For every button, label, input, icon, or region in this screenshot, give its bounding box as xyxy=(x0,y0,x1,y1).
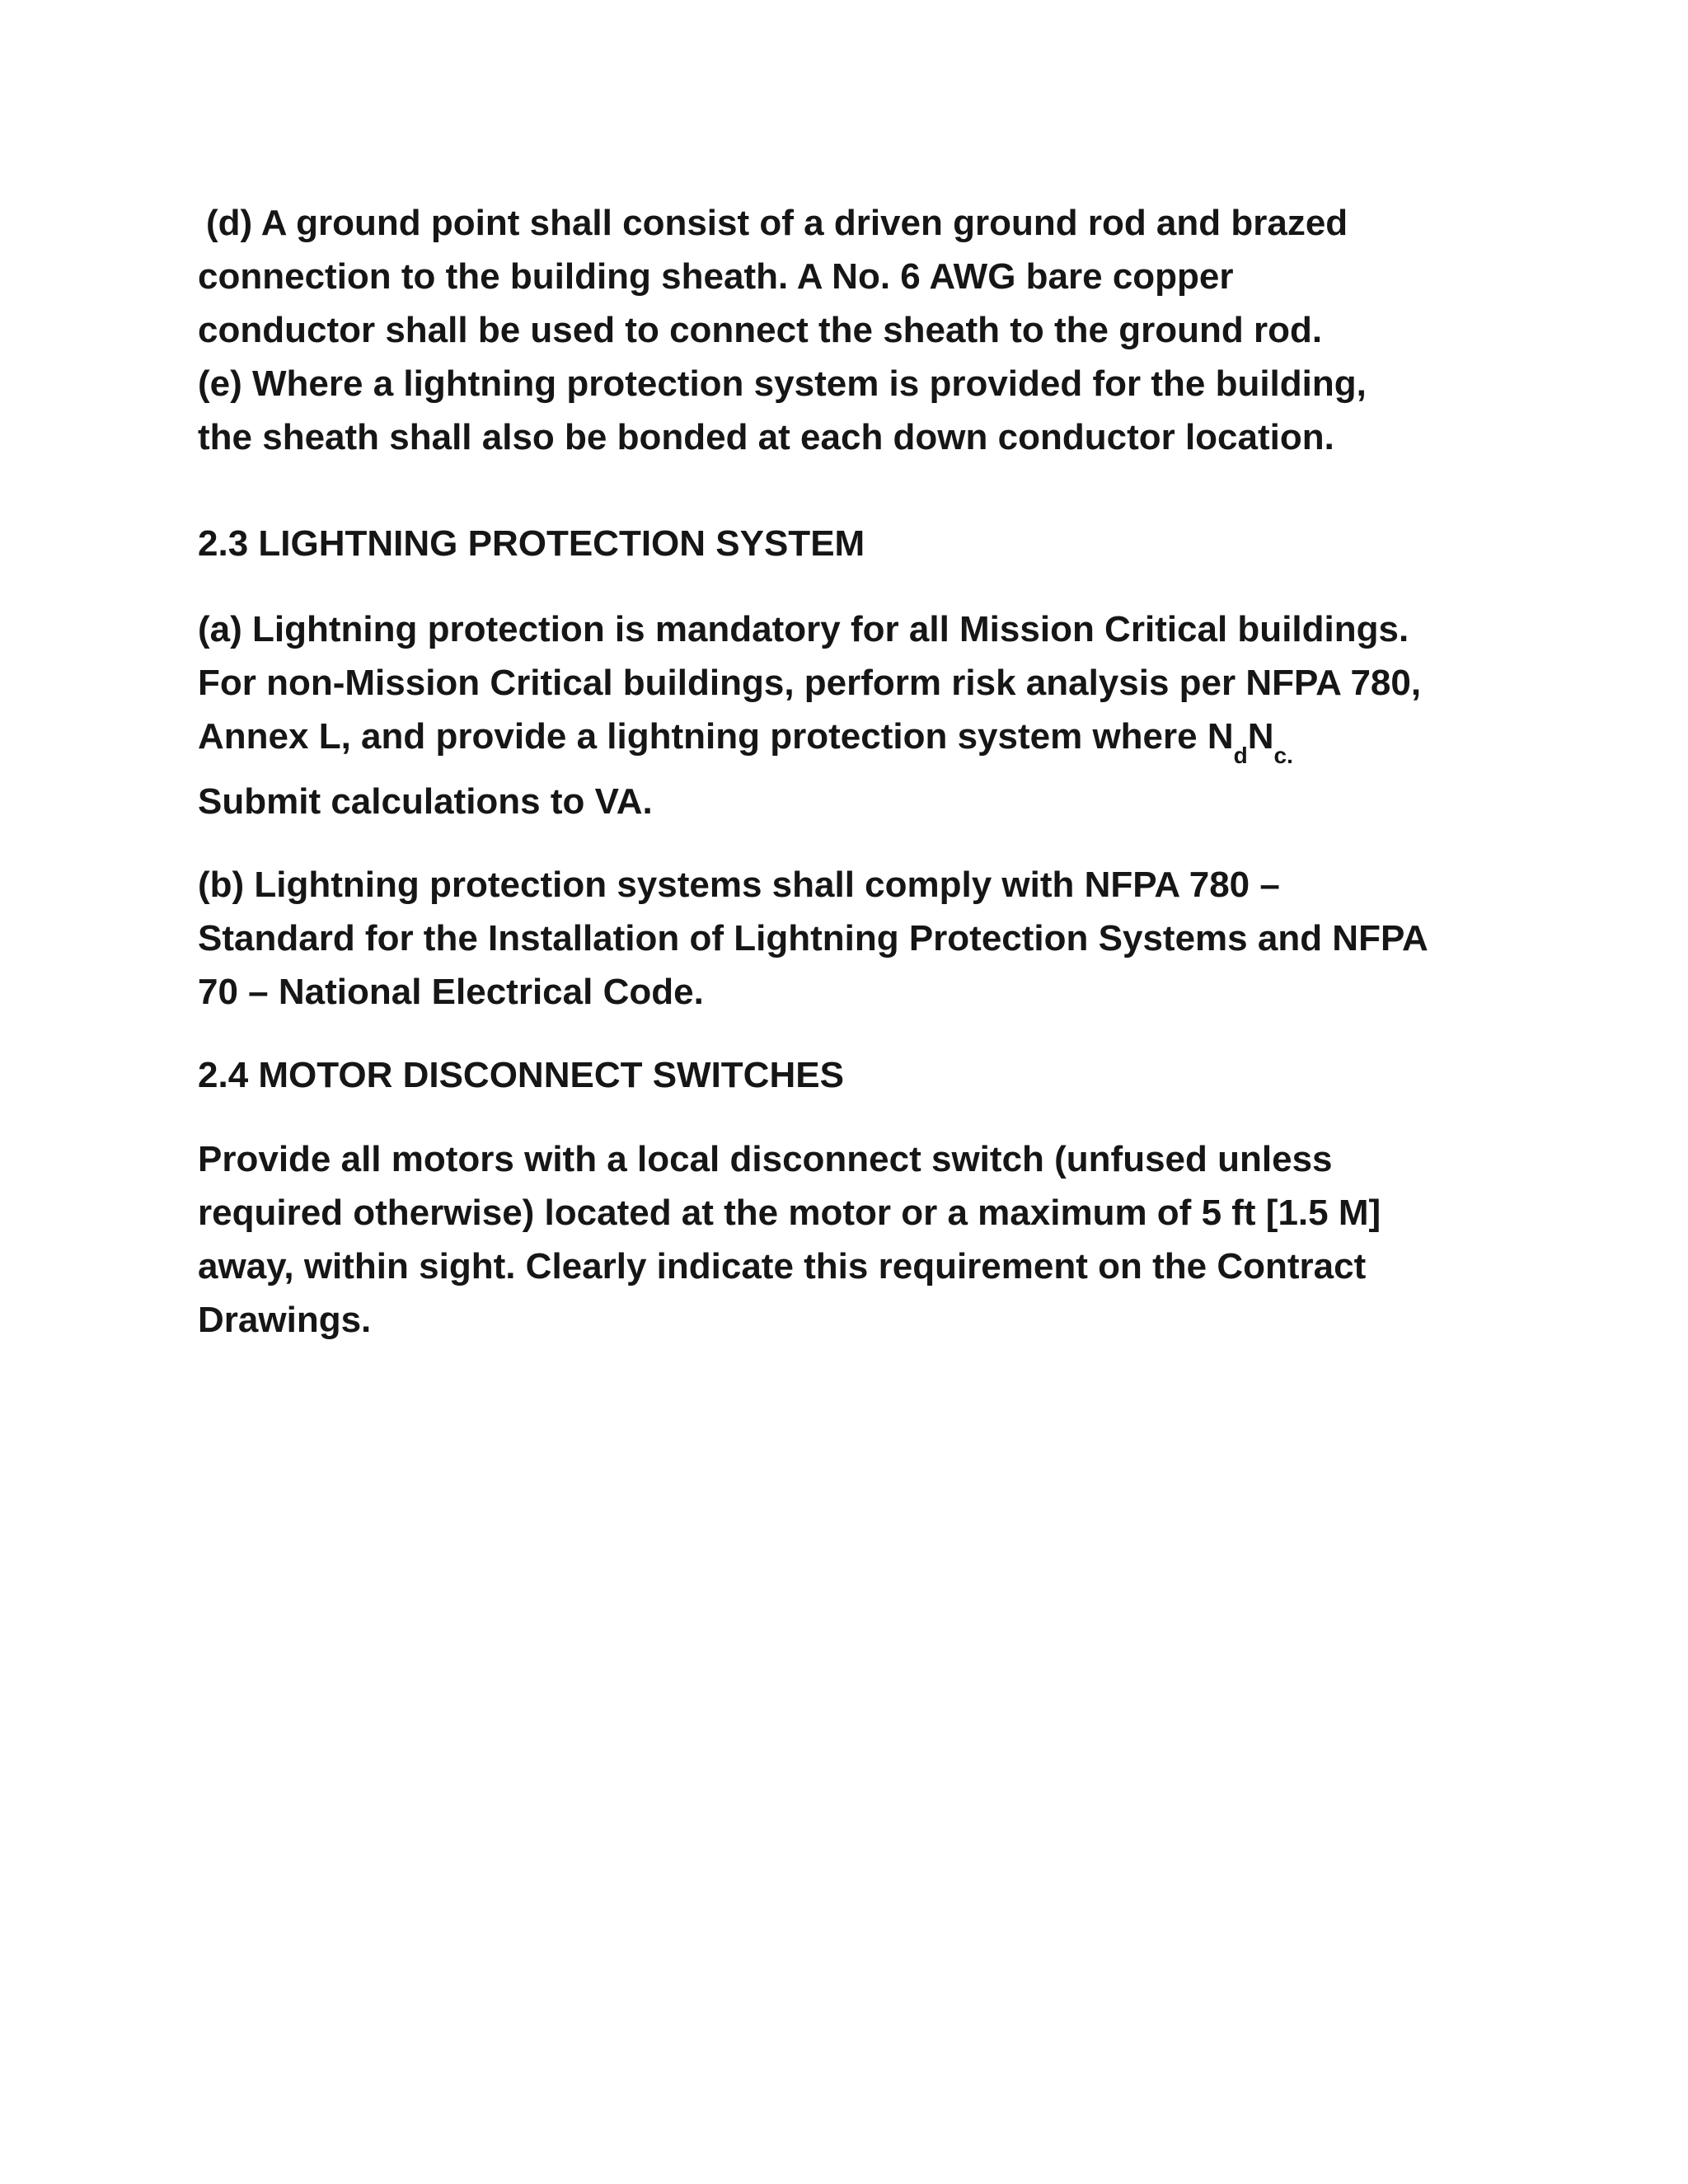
paragraph-2-3-b xyxy=(198,858,1533,1019)
paragraph-2-2-d xyxy=(198,196,1533,357)
text-fragment: N xyxy=(1247,716,1274,757)
text-line: the sheath shall also be bonded at each down conductor location. xyxy=(198,417,1334,457)
text-fragment: Annex L, and provide a lightning protection system where N xyxy=(198,716,1234,757)
text-line: (d) A ground point shall consist of a driven ground rod and brazed xyxy=(206,203,1348,243)
text-line: Drawings. xyxy=(198,1300,372,1340)
text-line: (e) Where a lightning protection system is provided for the building, xyxy=(198,363,1367,404)
text-line: required otherwise) located at the motor or a maximum of 5 ft [1.5 M] xyxy=(198,1193,1381,1233)
text-line: For non-Mission Critical buildings, perform risk analysis per NFPA 780, xyxy=(198,663,1422,703)
text-line: away, within sight. Clearly indicate this requirement on the Contract xyxy=(198,1246,1367,1286)
text-line: connection to the building sheath. A No. 6 AWG bare copper xyxy=(198,256,1234,297)
subscript-d: d xyxy=(1233,743,1248,768)
document-page xyxy=(198,196,1533,1347)
paragraph-2-4 xyxy=(198,1132,1533,1347)
text-line: (a) Lightning protection is mandatory for all Mission Critical buildings. xyxy=(198,609,1409,649)
text-line: 70 – National Electrical Code. xyxy=(198,972,704,1012)
section-heading-2-3: 2.3 LIGHTNING PROTECTION SYSTEM xyxy=(198,523,865,564)
subscript-c: c. xyxy=(1273,743,1293,768)
text-line-with-subscripts xyxy=(198,710,1533,768)
text-line: Submit calculations to VA. xyxy=(198,781,653,822)
paragraph-2-2-e xyxy=(198,357,1533,464)
text-line: conductor shall be used to connect the sheath to the ground rod. xyxy=(198,310,1323,350)
paragraph-2-3-a xyxy=(198,602,1533,828)
text-line: Standard for the Installation of Lightning Protection Systems and NFPA xyxy=(198,918,1428,958)
text-line: (b) Lightning protection systems shall comply with NFPA 780 – xyxy=(198,865,1280,905)
text-line: Provide all motors with a local disconnect switch (unfused unless xyxy=(198,1139,1333,1179)
section-heading-2-4: 2.4 MOTOR DISCONNECT SWITCHES xyxy=(198,1055,844,1095)
